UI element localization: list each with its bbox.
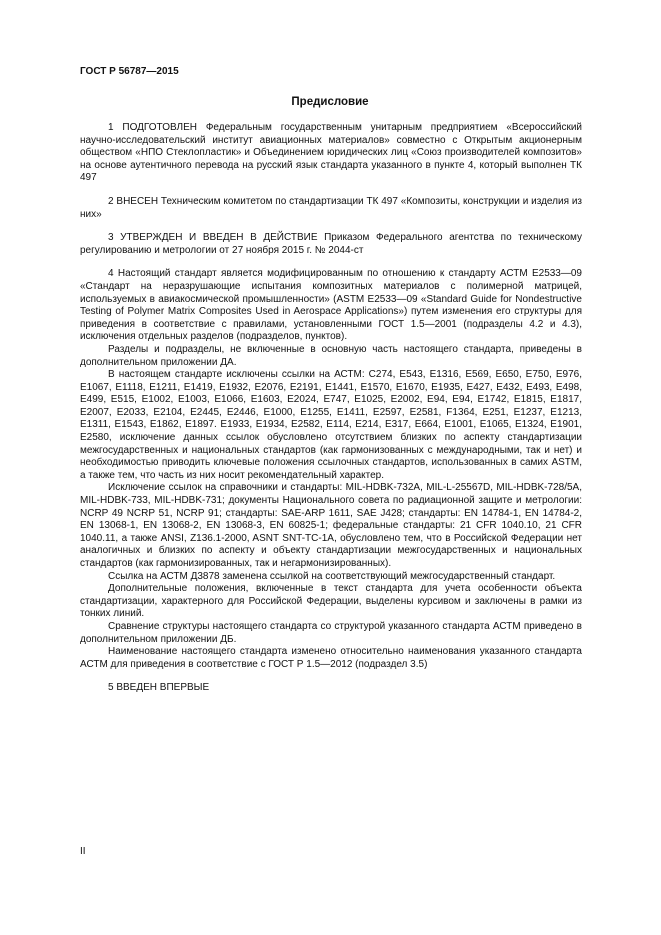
foreword-body: [80, 122, 582, 695]
section-4-intro: 4 Настоящий стандарт является модифицированным по отношению к стандарту АСТМ Е2533—09 «Стандарт на неразрушающие испытания композитных материалов с полимерной матрицей, используемых в авиакосмической промышленности» (ASTM E2533—09 «Standard Guide for Nondestructive Testing of Polymer Matrix Composites Used in Aerospace Applications») путем изменения его структуры для приведения в соответствие с правилами, установленными ГОСТ 1.5—2001 (подразделы 4.2 и 4.3), исключения отдельных разделов (подразделов, пунктов).: [80, 268, 582, 343]
section-4-paragraph: Исключение ссылок на справочники и стандарты: MIL-HDBK-732А, MIL-L-25567D, MIL-HDBK-728/5A, MIL-HDBK-733, MIL-HDBK-731; документы Национального совета по радиационной защите и метрологии: NCRP 49 NCRP 51, NCRP 91; стандарты: SAE-ARP 1611, SAE J428; стандарты: EN 14784-1, EN 14784-2, EN 13068-1, EN 13068-2, EN 13068-3, EN 60825-1; федеральные стандарты: 21 CFR 1040.10, 21 CFR 1040.11, а также ANSI, Z136.1-2000, ASNT SNT-TC-1A, обусловлено тем, что в Российской Федерации нет аналогичных и близких по аспекту и объекту стандартизации межгосударственных и национальных стандартов (как гармонизированных, так и негармонизированных).: [80, 482, 582, 569]
section-4-paragraph: Наименование настоящего стандарта изменено относительно наименования указанного стандарта АСТМ для приведения в соответствие с ГОСТ Р 1.5—2012 (подраздел 3.5): [80, 646, 582, 670]
section-3: 3 УТВЕРЖДЕН И ВВЕДЕН В ДЕЙСТВИЕ Приказом Федерального агентства по техническому регулированию и метрологии от 27 ноября 2015 г. № 2044-ст: [80, 232, 582, 256]
section-4-paragraph: В настоящем стандарте исключены ссылки на АСТМ: С274, Е543, Е1316, Е569, Е650, Е750, Е976, Е1067, Е1118, Е1211, Е1419, Е1932, Е2076, Е2191, Е1441, Е1570, Е1670, Е1935, Е427, Е432, Е493, Е498, Е499, Е515, Е1002, Е1003, Е1066, Е1603, Е2024, Е747, Е1025, Е2002, Е94, Е94, Е1742, Е1815, Е1817, Е2007, Е2033, Е2104, Е2445, Е2446, Е1000, Е1255, Е1411, Е2597, Е2581, F1364, Е251, Е1237, Е1213, Е1311, Е1543, Е1862, Е1897. Е1933, Е1934, Е2582, Е114, Е214, Е317, Е664, Е1001, Е1065, Е1324, Е1901, Е2580, исключение данных ссылок обусловлено отсутствием близких по аспекту стандартизации межгосударственных и национальных стандартов (как гармонизованных с международными, так и нет) и необходимостью приводить ключевые положения ссылочных стандартов, использованных в самих ASTM, а также тем, что часть из них носит рекомендательный характер.: [80, 369, 582, 481]
page-title: Предисловие: [291, 96, 369, 108]
section-4-paragraph: Ссылка на АСТМ Д3878 заменена ссылкой на соответствующий межгосударственный стандарт.: [108, 570, 556, 582]
section-4-paragraph: Разделы и подразделы, не включенные в основную часть настоящего стандарта, приведены в дополнительном приложении ДА.: [80, 343, 582, 368]
section-1: 1 ПОДГОТОВЛЕН Федеральным государственным унитарным предприятием «Всероссийский научно-исследовательский институт авиационных материалов» совместно с Открытым акционерным обществом «НПО Стеклопластик» и Объединением юридических лиц «Союз производителей композитов» на основе аутентичного перевода на русский язык стандарта указанного в пункте 4, который выполнен ТК 497: [80, 122, 582, 184]
page-number: II: [80, 846, 86, 857]
section-2: 2 ВНЕСЕН Техническим комитетом по стандартизации ТК 497 «Композиты, конструкции и изделия из них»: [80, 195, 582, 220]
section-4-paragraph: Сравнение структуры настоящего стандарта со структурой указанного стандарта АСТМ приведено в дополнительном приложении ДБ.: [80, 620, 582, 645]
document-code: ГОСТ Р 56787—2015: [80, 66, 179, 77]
section-5: 5 ВВЕДЕН ВПЕРВЫЕ: [108, 682, 210, 694]
section-4-paragraph: Дополнительные положения, включенные в текст стандарта для учета особенности объекта стандартизации, характерного для Российской Федерации, выделены курсивом и заключены в рамки из тонких линий.: [80, 583, 582, 620]
